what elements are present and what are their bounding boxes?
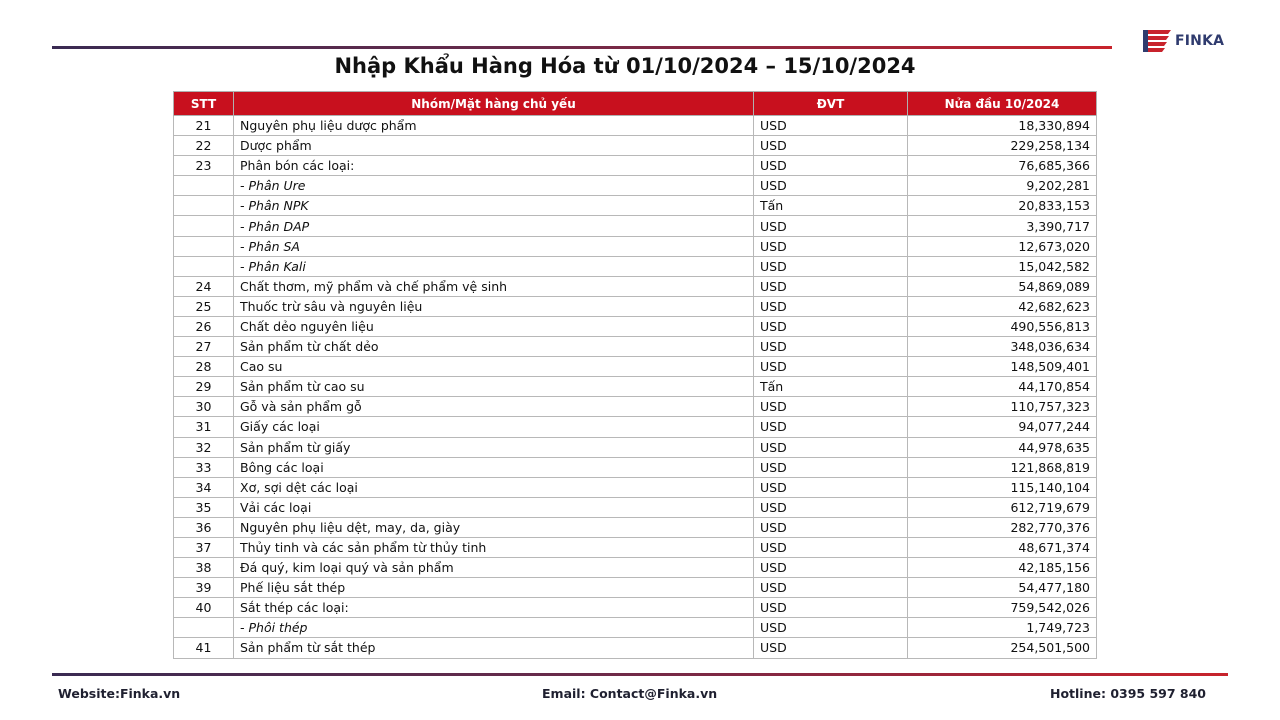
row-stt: 28 (174, 357, 234, 377)
row-unit: USD (754, 276, 908, 296)
row-value: 54,869,089 (908, 276, 1097, 296)
row-item-name: Sản phẩm từ giấy (234, 437, 754, 457)
row-item-name: Chất dẻo nguyên liệu (234, 316, 754, 336)
row-item-name: Sản phẩm từ chất dẻo (234, 337, 754, 357)
row-value: 3,390,717 (908, 216, 1097, 236)
row-unit: USD (754, 417, 908, 437)
finka-logo-icon (1143, 30, 1173, 52)
row-stt: 21 (174, 116, 234, 136)
row-item-name: - Phân SA (234, 236, 754, 256)
row-item-name: Phân bón các loại: (234, 156, 754, 176)
row-item-name: Phế liệu sắt thép (234, 578, 754, 598)
row-item-name: Dược phẩm (234, 136, 754, 156)
row-value: 18,330,894 (908, 116, 1097, 136)
row-unit: Tấn (754, 196, 908, 216)
table-row (174, 357, 1097, 377)
row-value: 1,749,723 (908, 618, 1097, 638)
row-unit: USD (754, 176, 908, 196)
row-unit: USD (754, 437, 908, 457)
row-stt (174, 618, 234, 638)
row-value: 254,501,500 (908, 638, 1097, 658)
table-row (174, 276, 1097, 296)
row-value: 44,978,635 (908, 437, 1097, 457)
row-unit: USD (754, 236, 908, 256)
row-value: 76,685,366 (908, 156, 1097, 176)
table-row (174, 316, 1097, 336)
footer-email[interactable]: Email: Contact@Finka.vn (542, 686, 718, 701)
row-unit: USD (754, 136, 908, 156)
footer-hotline: Hotline: 0395 597 840 (1050, 686, 1206, 701)
row-value: 759,542,026 (908, 598, 1097, 618)
table-row (174, 537, 1097, 557)
row-value: 42,682,623 (908, 296, 1097, 316)
row-item-name: - Phân Kali (234, 256, 754, 276)
header-value: Nửa đầu 10/2024 (908, 92, 1097, 116)
table-row (174, 156, 1097, 176)
table-row (174, 116, 1097, 136)
row-value: 94,077,244 (908, 417, 1097, 437)
row-stt (174, 176, 234, 196)
header-item-group: Nhóm/Mặt hàng chủ yếu (234, 92, 754, 116)
row-stt: 31 (174, 417, 234, 437)
row-unit: USD (754, 537, 908, 557)
row-unit: USD (754, 558, 908, 578)
row-stt (174, 196, 234, 216)
row-item-name: Nguyên phụ liệu dệt, may, da, giày (234, 517, 754, 537)
row-item-name: Cao su (234, 357, 754, 377)
row-value: 9,202,281 (908, 176, 1097, 196)
row-stt: 40 (174, 598, 234, 618)
row-unit: USD (754, 357, 908, 377)
row-value: 48,671,374 (908, 537, 1097, 557)
row-value: 44,170,854 (908, 377, 1097, 397)
table-row (174, 417, 1097, 437)
row-unit: USD (754, 256, 908, 276)
row-value: 12,673,020 (908, 236, 1097, 256)
row-stt: 41 (174, 638, 234, 658)
row-item-name: Sản phẩm từ cao su (234, 377, 754, 397)
footer-website[interactable]: Website:Finka.vn (58, 686, 181, 701)
page-title: Nhập Khẩu Hàng Hóa từ 01/10/2024 – 15/10/2024 (334, 54, 916, 78)
table-row (174, 477, 1097, 497)
table-row (174, 136, 1097, 156)
header-divider (52, 46, 1112, 49)
row-unit: USD (754, 316, 908, 336)
row-unit: USD (754, 116, 908, 136)
row-unit: USD (754, 578, 908, 598)
row-unit: USD (754, 598, 908, 618)
row-stt: 38 (174, 558, 234, 578)
row-value: 121,868,819 (908, 457, 1097, 477)
row-item-name: Sản phẩm từ sắt thép (234, 638, 754, 658)
row-unit: USD (754, 618, 908, 638)
table-row (174, 598, 1097, 618)
row-item-name: Bông các loại (234, 457, 754, 477)
row-item-name: Thủy tinh và các sản phẩm từ thủy tinh (234, 537, 754, 557)
row-item-name: Gỗ và sản phẩm gỗ (234, 397, 754, 417)
table-row (174, 256, 1097, 276)
row-stt: 22 (174, 136, 234, 156)
row-stt: 35 (174, 497, 234, 517)
table-row (174, 578, 1097, 598)
table-row (174, 618, 1097, 638)
row-item-name: - Phân NPK (234, 196, 754, 216)
table-row (174, 196, 1097, 216)
row-stt (174, 216, 234, 236)
row-value: 15,042,582 (908, 256, 1097, 276)
row-unit: USD (754, 517, 908, 537)
row-value: 54,477,180 (908, 578, 1097, 598)
table-row (174, 296, 1097, 316)
row-value: 20,833,153 (908, 196, 1097, 216)
row-item-name: - Phân Ure (234, 176, 754, 196)
table-body (174, 116, 1097, 659)
table-row (174, 437, 1097, 457)
row-stt: 29 (174, 377, 234, 397)
row-stt: 37 (174, 537, 234, 557)
row-value: 110,757,323 (908, 397, 1097, 417)
row-stt (174, 236, 234, 256)
row-stt: 27 (174, 337, 234, 357)
header-stt: STT (174, 92, 234, 116)
row-item-name: Giấy các loại (234, 417, 754, 437)
footer-divider (52, 673, 1228, 676)
row-unit: USD (754, 638, 908, 658)
row-stt: 26 (174, 316, 234, 336)
row-item-name: Vải các loại (234, 497, 754, 517)
row-unit: USD (754, 337, 908, 357)
row-value: 148,509,401 (908, 357, 1097, 377)
row-unit: USD (754, 296, 908, 316)
row-value: 348,036,634 (908, 337, 1097, 357)
table-row (174, 377, 1097, 397)
row-stt (174, 256, 234, 276)
row-item-name: - Phân DAP (234, 216, 754, 236)
row-unit: USD (754, 156, 908, 176)
table-row (174, 337, 1097, 357)
row-unit: Tấn (754, 377, 908, 397)
table-row (174, 236, 1097, 256)
row-stt: 24 (174, 276, 234, 296)
row-item-name: Nguyên phụ liệu dược phẩm (234, 116, 754, 136)
row-unit: USD (754, 477, 908, 497)
row-stt: 32 (174, 437, 234, 457)
row-value: 42,185,156 (908, 558, 1097, 578)
row-item-name: Xơ, sợi dệt các loại (234, 477, 754, 497)
row-stt: 34 (174, 477, 234, 497)
row-item-name: Sắt thép các loại: (234, 598, 754, 618)
row-value: 115,140,104 (908, 477, 1097, 497)
table-row (174, 497, 1097, 517)
table-row (174, 176, 1097, 196)
table-row (174, 216, 1097, 236)
row-item-name: Chất thơm, mỹ phẩm và chế phẩm vệ sinh (234, 276, 754, 296)
row-stt: 25 (174, 296, 234, 316)
row-value: 229,258,134 (908, 136, 1097, 156)
row-value: 282,770,376 (908, 517, 1097, 537)
logo-text: FINKA (1175, 33, 1225, 49)
row-value: 490,556,813 (908, 316, 1097, 336)
table-header-row (174, 92, 1097, 116)
row-stt: 33 (174, 457, 234, 477)
row-stt: 23 (174, 156, 234, 176)
row-item-name: Đá quý, kim loại quý và sản phẩm (234, 558, 754, 578)
table-row (174, 397, 1097, 417)
table-row (174, 558, 1097, 578)
row-unit: USD (754, 497, 908, 517)
row-stt: 30 (174, 397, 234, 417)
row-stt: 39 (174, 578, 234, 598)
table-row (174, 517, 1097, 537)
row-item-name: - Phôi thép (234, 618, 754, 638)
row-unit: USD (754, 397, 908, 417)
finka-logo (1143, 28, 1243, 54)
row-stt: 36 (174, 517, 234, 537)
row-item-name: Thuốc trừ sâu và nguyên liệu (234, 296, 754, 316)
row-value: 612,719,679 (908, 497, 1097, 517)
row-unit: USD (754, 457, 908, 477)
table-row (174, 638, 1097, 658)
row-unit: USD (754, 216, 908, 236)
import-table (173, 91, 1097, 659)
table-row (174, 457, 1097, 477)
header-unit: ĐVT (754, 92, 908, 116)
